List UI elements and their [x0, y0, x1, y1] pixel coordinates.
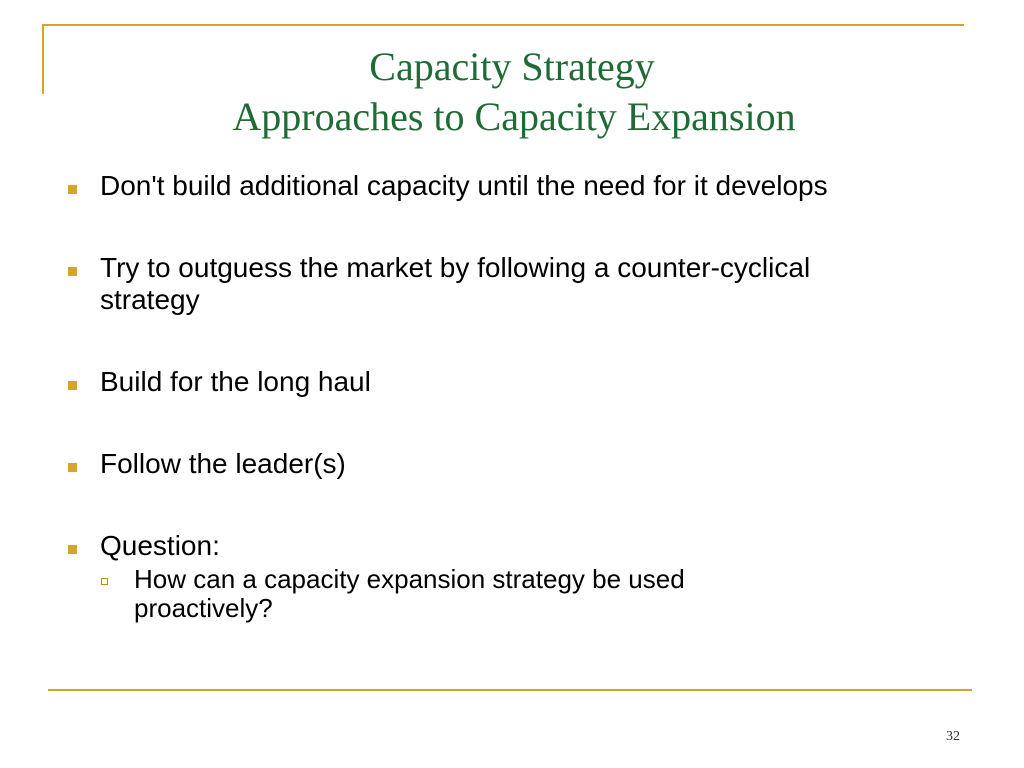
bullet-text: Don't build additional capacity until the need for it develops: [100, 170, 828, 201]
square-bullet-icon: [68, 463, 77, 472]
list-item: [68, 170, 948, 202]
page-number: 32: [946, 729, 960, 744]
footer-divider: [48, 689, 972, 691]
sub-bullet-text: How can a capacity expansion strategy be used proactively?: [134, 564, 685, 623]
bullet-text: Question:: [100, 530, 220, 561]
bullet-list: [68, 170, 948, 623]
bullet-text: Try to outguess the market by following a counter-cyclical strategy: [100, 252, 811, 315]
list-item: [68, 252, 948, 316]
square-bullet-icon: [68, 185, 77, 194]
square-bullet-icon: [68, 381, 77, 390]
square-bullet-icon: [68, 545, 77, 554]
list-item: [68, 366, 948, 398]
title-line-1: Capacity Strategy: [369, 44, 655, 89]
frame-top-border: [42, 24, 964, 26]
list-item: [68, 530, 948, 562]
bullet-text: Build for the long haul: [100, 366, 371, 397]
slide-title: [0, 42, 1024, 142]
sub-list-item: [101, 565, 948, 623]
title-line-2: Approaches to Capacity Expansion: [232, 94, 796, 139]
list-item: [68, 448, 948, 480]
hollow-square-bullet-icon: [101, 578, 108, 585]
bullet-text: Follow the leader(s): [100, 448, 346, 479]
square-bullet-icon: [68, 267, 77, 276]
